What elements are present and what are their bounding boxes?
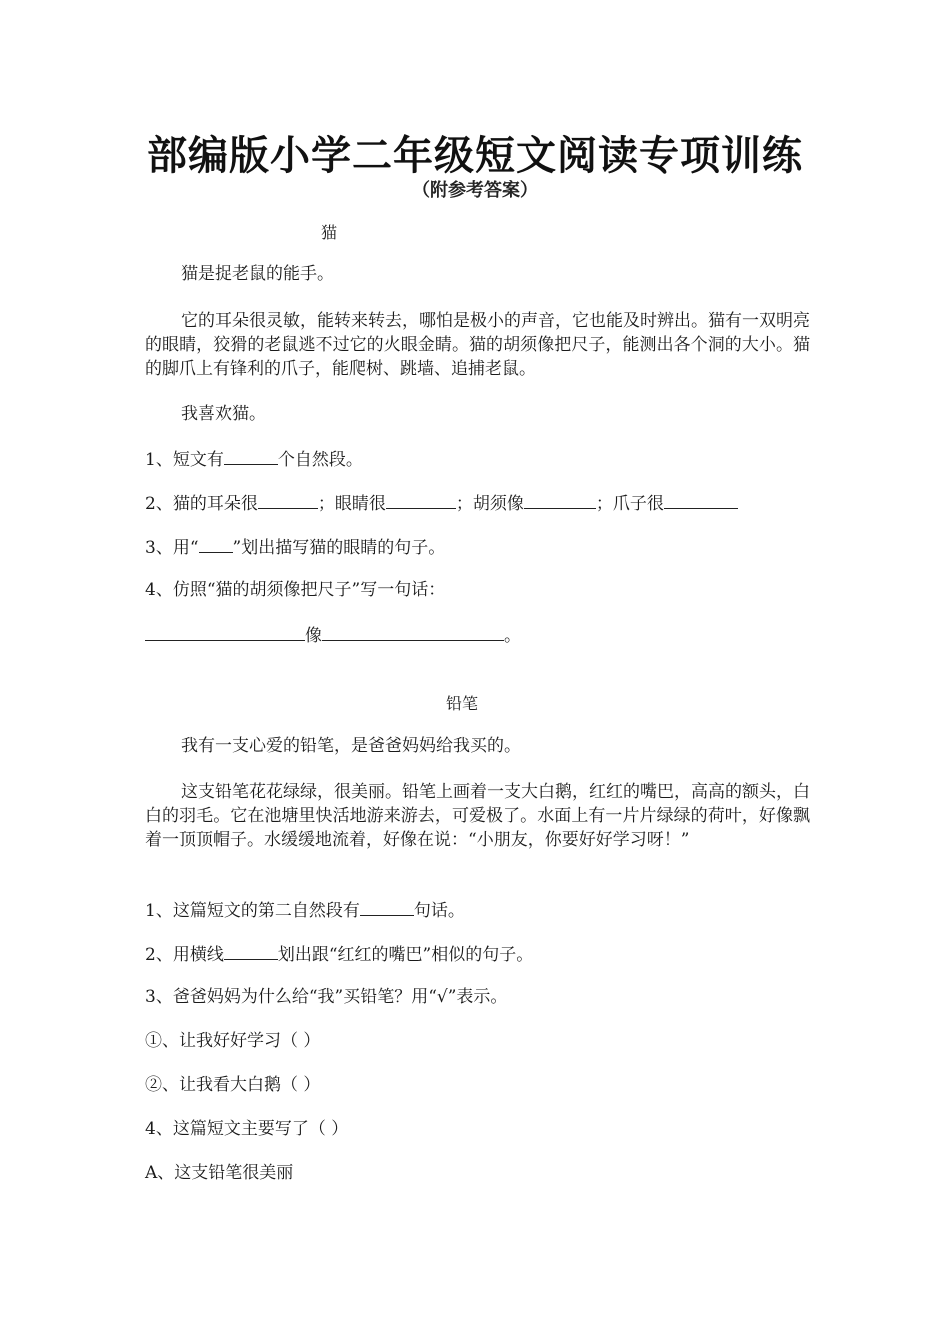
document-title: 部编版小学二年级短文阅读专项训练 [147,133,803,179]
answer-blank[interactable] [224,446,278,465]
passage1-heading: 猫 [321,223,338,242]
passage1-paragraph-3: 我喜欢猫。 [181,404,266,424]
question-text: 2、用横线 [145,945,224,965]
question-text: 3、用“ [145,538,199,558]
passage1-question-3 [145,534,445,560]
passage1-question-2 [145,490,738,516]
answer-blank[interactable] [386,490,456,509]
document-subtitle: （附参考答案） [412,180,538,201]
question-text: ；爪子很 [595,494,664,514]
underline-sample [224,941,278,960]
answer-blank[interactable] [145,622,305,641]
question-text: ；眼睛很 [317,494,386,514]
passage2-option-2[interactable]: ②、让我看大白鹅（ ） [145,1075,321,1095]
question-text: 句话。 [413,901,465,921]
passage2-question-2 [145,941,533,967]
passage2-option-a[interactable]: A、这支铅笔很美丽 [145,1163,294,1183]
passage2-question-4: 4、这篇短文主要写了（ ） [145,1119,349,1139]
passage2-paragraph-1: 我有一支心爱的铅笔，是爸爸妈妈给我买的。 [181,736,521,756]
passage2-question-1 [145,897,465,923]
answer-blank[interactable] [664,490,738,509]
passage2-question-3: 3、爸爸妈妈为什么给“我”买铅笔？用“√”表示。 [145,987,508,1007]
passage2-heading: 铅笔 [446,694,479,713]
question-text: 1、这篇短文的第二自然段有 [145,901,360,921]
question-text: 。 [504,626,521,646]
underline-sample [199,534,233,553]
question-text: ；胡须像 [455,494,524,514]
question-text: ”划出描写猫的眼睛的句子。 [232,538,446,558]
answer-blank[interactable] [360,897,414,916]
passage1-paragraph-1: 猫是捉老鼠的能手。 [181,264,334,284]
passage1-question-4-answer-line [145,622,521,648]
passage1-question-4: 4、仿照“猫的胡须像把尺子”写一句话： [145,580,446,600]
question-text: 1、短文有 [145,450,224,470]
passage2-paragraph-2: 这支铅笔花花绿绿，很美丽。铅笔上画着一支大白鹅，红红的嘴巴，高高的额头，白白的羽毛。它在池塘里快活地游来游去，可爱极了。水面上有一片片绿绿的荷叶，好像飘着一顶顶帽子。水缓缓地流着，好像在说：“小朋友，你要好好学习呀！” [145,782,810,850]
question-text: 个自然段。 [277,450,363,470]
answer-blank[interactable] [322,622,504,641]
passage1-question-1 [145,446,363,472]
answer-blank[interactable] [258,490,318,509]
question-text: 像 [305,626,322,646]
passage2-option-1[interactable]: ①、让我好好学习（ ） [145,1031,321,1051]
question-text: 划出跟“红红的嘴巴”相似的句子。 [277,945,534,965]
passage1-paragraph-2: 它的耳朵很灵敏，能转来转去，哪怕是极小的声音，它也能及时辨出。猫有一双明亮的眼睛，狡猾的老鼠逃不过它的火眼金睛。猫的胡须像把尺子，能测出各个洞的大小。猫的脚爪上有锋利的爪子，能爬树、跳墙、追捕老鼠。 [145,311,810,379]
answer-blank[interactable] [524,490,596,509]
question-text: 2、猫的耳朵很 [145,494,258,514]
